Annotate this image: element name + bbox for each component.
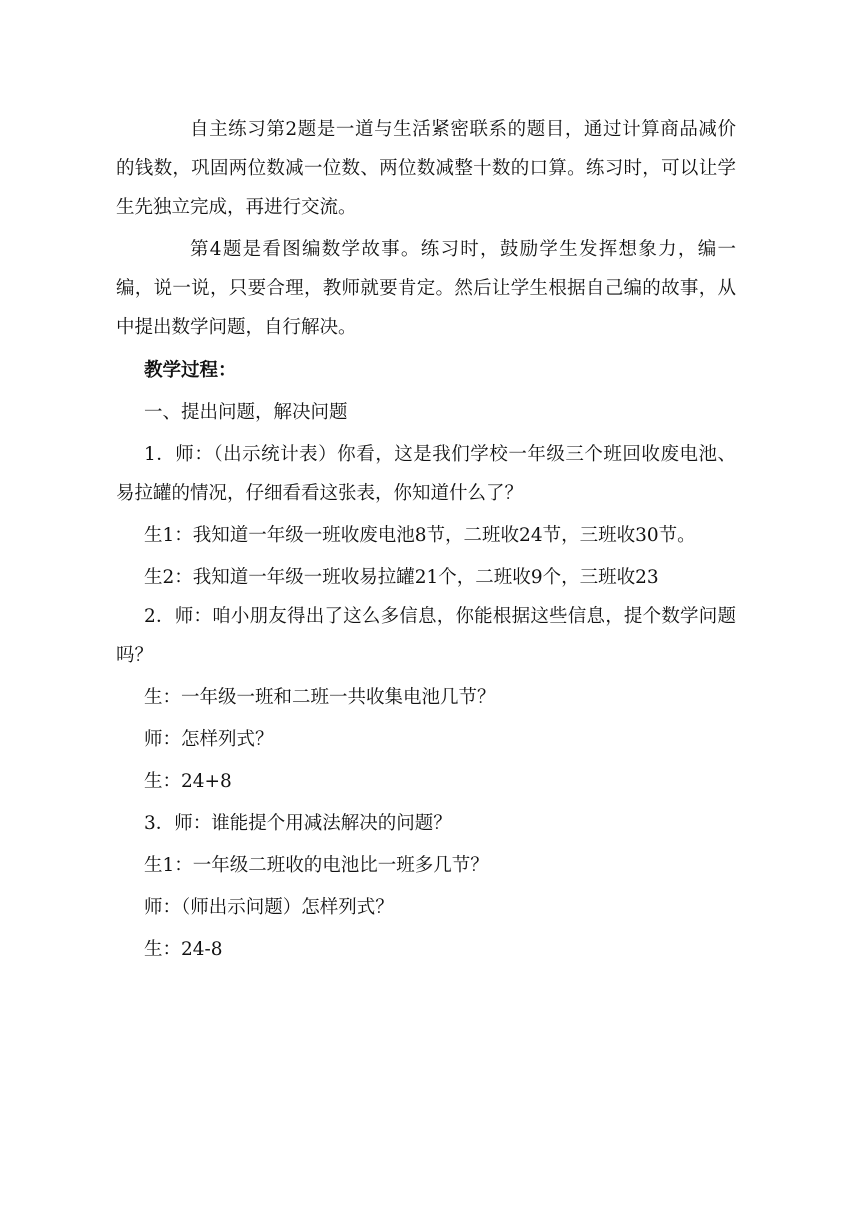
dialogue-line-11: 生：24-8	[144, 939, 223, 960]
paragraph-practice-4: 第4题是看图编数学故事。练习时，鼓励学生发挥想象力，编一编，说一说，只要合理，教师就要肯定。然后让学生根据自己编的故事，从中提出数学问题，自行解决。	[116, 239, 736, 338]
dialogue-line-8: 3．师：谁能提个用减法解决的问题？	[144, 813, 452, 834]
dialogue-line-1: 1．师：（出示统计表）你看，这是我们学校一年级三个班回收废电池、易拉罐的情况，仔细看看这张表，你知道什么了？	[116, 444, 736, 504]
dialogue-line-5: 生：一年级一班和二班一共收集电池几节？	[144, 687, 496, 708]
dialogue-line-9: 生1：一年级二班收的电池比一班多几节？	[144, 855, 489, 876]
paragraph-practice-2: 自主练习第2题是一道与生活紧密联系的题目，通过计算商品减价的钱数，巩固两位数减一位数、两位数减整十数的口算。练习时，可以让学生先独立完成，再进行交流。	[116, 119, 736, 218]
dialogue-line-3: 生2：我知道一年级一班收易拉罐21个，二班收9个，三班收23	[144, 567, 659, 588]
dialogue-line-6: 师：怎样列式？	[144, 729, 274, 750]
document-body	[116, 110, 736, 969]
dialogue-line-10: 师：（师出示问题）怎样列式？	[144, 897, 394, 918]
dialogue-line-7: 生：24+8	[144, 771, 232, 792]
dialogue-line-4: 2．师：咱小朋友得出了这么多信息，你能根据这些信息，提个数学问题吗？	[116, 606, 736, 666]
subsection-title: 一、提出问题，解决问题	[144, 402, 348, 423]
dialogue-line-2: 生1：我知道一年级一班收废电池8节，二班收24节，三班收30节。	[144, 525, 696, 546]
section-heading-teaching-process: 教学过程：	[144, 360, 237, 381]
